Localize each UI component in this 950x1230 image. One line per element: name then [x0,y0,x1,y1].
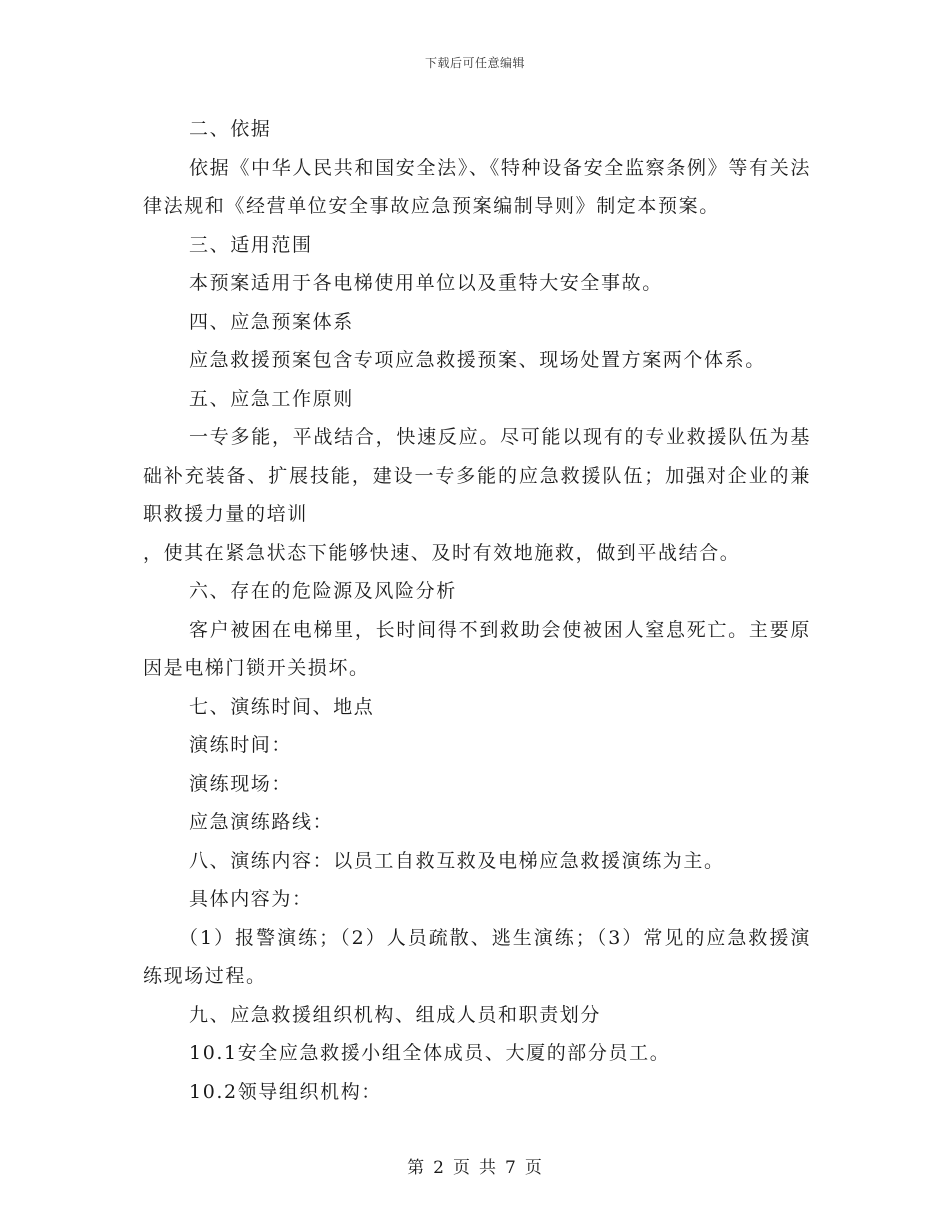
section-heading-basis: 二、依据 [189,118,272,140]
footer-label-page-unit: 页 [453,1158,471,1178]
paragraph-content-list: （1）报警演练；（2）人员疏散、逃生演练；（3）常见的应急救援演练现场过程。 [143,926,811,987]
footer-label-total: 共 [479,1158,497,1178]
section-heading-organization: 九、应急救援组织机构、组成人员和职责划分 [189,1003,602,1026]
section-heading-hazards: 六、存在的危险源及风险分析 [189,580,457,602]
section-heading-scope: 三、适用范围 [189,233,313,256]
section-heading-drill-time-place: 七、演练时间、地点 [189,695,375,718]
footer-label-total-unit: 页 [524,1158,543,1178]
paragraph-principles-continued: ，使其在紧急状态下能够快速、及时有效地施救，做到平战结合。 [143,541,741,564]
paragraph-plan-system: 应急救援预案包含专项应急救援预案、现场处置方案两个体系。 [189,349,766,371]
paragraph-scope: 本预案适用于各电梯使用单位以及重特大安全事故。 [189,272,663,294]
paragraph-basis: 依据《中华人民共和国安全法》、《特种设备安全监察条例》等有关法律法规和《经营单位安全事故应急预案编制导则》制定本预案。 [143,156,811,217]
document-body [143,110,811,1111]
section-heading-principles: 五、应急工作原则 [189,387,354,410]
field-drill-time: 演练时间： [189,734,293,756]
paragraph-10-2: 10.2领导组织机构： [189,1080,382,1103]
paragraph-principles: 一专多能，平战结合，快速反应。尽可能以现有的专业救援队伍为基础补充装备、扩展技能，建设一专多能的应急救援队伍；加强对企业的兼职救援力量的培训 [143,426,811,525]
paragraph-content-intro: 具体内容为： [189,888,313,910]
field-drill-site: 演练现场： [189,772,293,795]
paragraph-10-1: 10.1安全应急救援小组全体成员、大厦的部分员工。 [189,1042,671,1064]
footer-label-page: 第 [407,1158,426,1178]
footer-total-pages: 7 [505,1158,517,1178]
field-drill-route: 应急演练路线： [189,811,334,833]
footer-current-page: 2 [433,1158,445,1178]
section-heading-drill-content: 八、演练内容：以员工自救互救及电梯应急救援演练为主。 [189,849,725,872]
paragraph-hazards: 客户被困在电梯里，长时间得不到救助会使被困人窒息死亡。主要原因是电梯门锁开关损坏。 [143,618,811,679]
page-header: 下载后可任意编辑 [424,56,525,70]
page-footer [0,1153,950,1178]
section-heading-plan-system: 四、应急预案体系 [189,310,354,333]
